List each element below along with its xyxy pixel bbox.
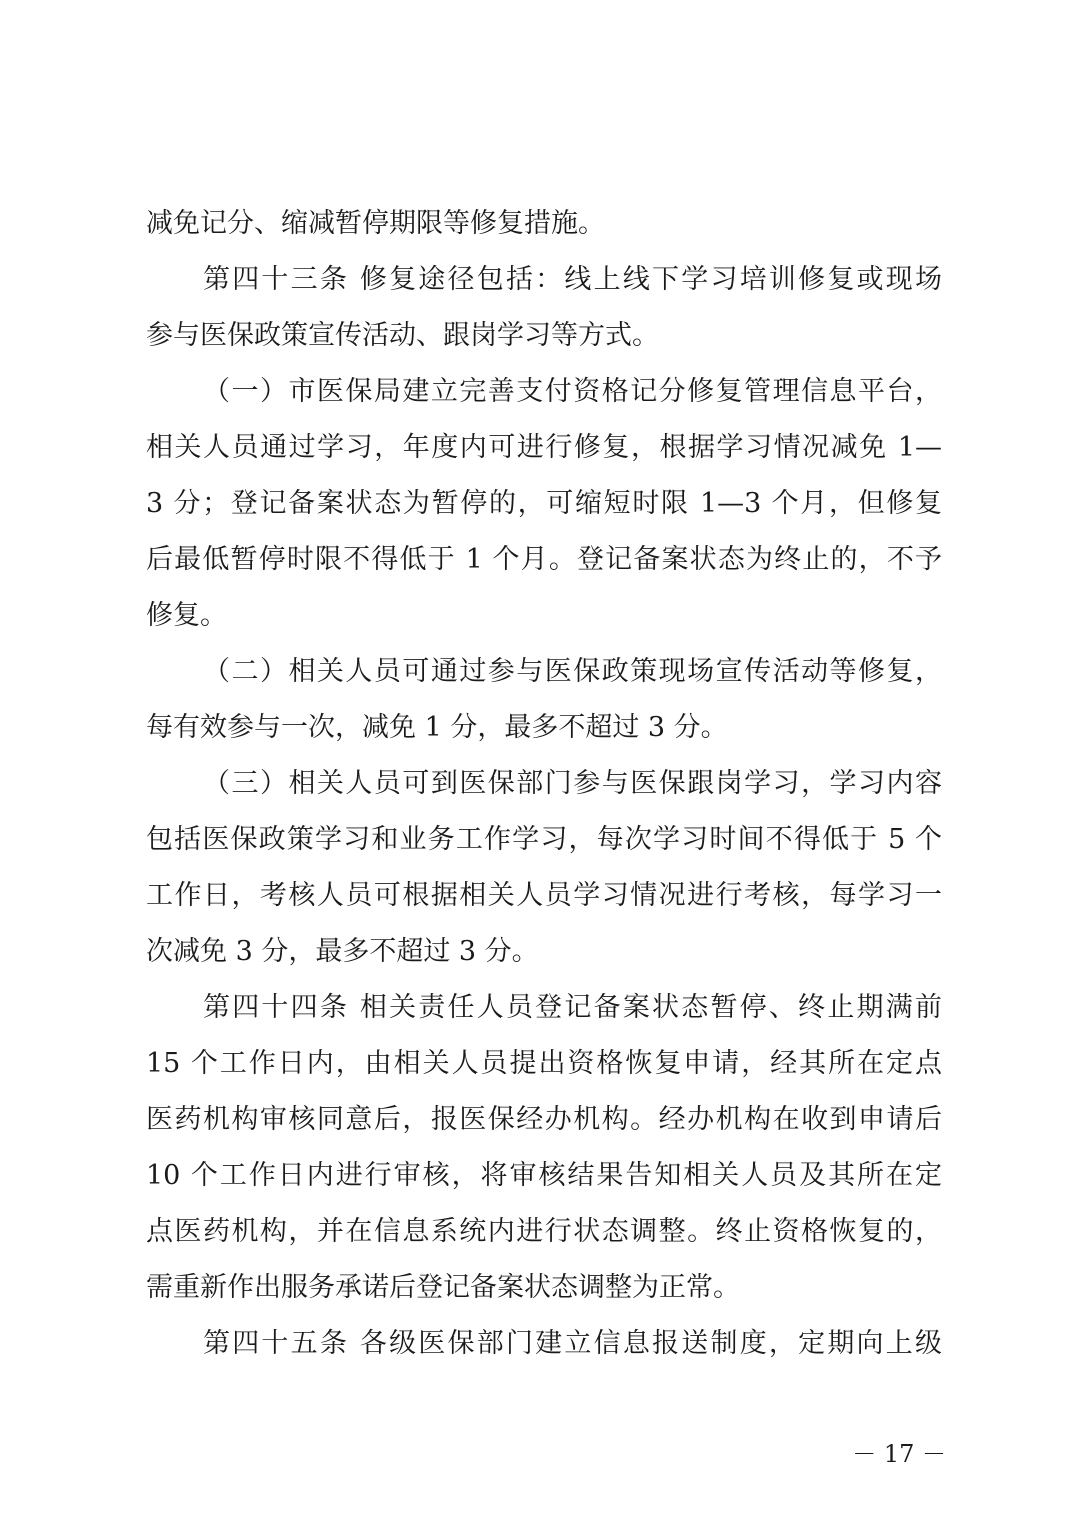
text-line-article-45: 第四十五条 各级医保部门建立信息报送制度，定期向上级: [203, 1328, 942, 1359]
text-line: 点医药机构，并在信息系统内进行状态调整。终止资格恢复的，: [146, 1216, 942, 1247]
text-line-item-3: （三）相关人员可到医保部门参与医保跟岗学习，学习内容: [203, 768, 942, 799]
text-line: 次减免 3 分，最多不超过 3 分。: [146, 936, 539, 967]
text-line: 每有效参与一次，减免 1 分，最多不超过 3 分。: [146, 712, 728, 743]
text-line: 15 个工作日内，由相关人员提出资格恢复申请，经其所在定点: [146, 1048, 942, 1079]
text-line: 修复。: [146, 600, 227, 631]
text-line: 参与医保政策宣传活动、跟岗学习等方式。: [146, 320, 659, 351]
text-line: 3 分；登记备案状态为暂停的，可缩短时限 1—3 个月，但修复: [146, 488, 942, 519]
text-line-article-44: 第四十四条 相关责任人员登记备案状态暂停、终止期满前: [203, 992, 942, 1023]
text-line-item-1: （一）市医保局建立完善支付资格记分修复管理信息平台，: [203, 376, 942, 407]
text-line: 医药机构审核同意后，报医保经办机构。经办机构在收到申请后: [146, 1104, 942, 1135]
text-line: 10 个工作日内进行审核，将审核结果告知相关人员及其所在定: [146, 1160, 942, 1191]
body-text: [146, 196, 942, 1372]
text-line: 相关人员通过学习，年度内可进行修复，根据学习情况减免 1—: [146, 432, 942, 463]
page-number: － 17 －: [852, 1440, 946, 1468]
text-line: 后最低暂停时限不得低于 1 个月。登记备案状态为终止的，不予: [146, 544, 942, 575]
text-line: 工作日，考核人员可根据相关人员学习情况进行考核，每学习一: [146, 880, 942, 911]
text-line: 需重新作出服务承诺后登记备案状态调整为正常。: [146, 1272, 740, 1303]
text-line: 包括医保政策学习和业务工作学习，每次学习时间不得低于 5 个: [146, 824, 942, 855]
text-line: 减免记分、缩减暂停期限等修复措施。: [146, 208, 605, 239]
text-line-article-43: 第四十三条 修复途径包括：线上线下学习培训修复或现场: [203, 264, 942, 295]
text-line-item-2: （二）相关人员可通过参与医保政策现场宣传活动等修复，: [203, 656, 942, 687]
